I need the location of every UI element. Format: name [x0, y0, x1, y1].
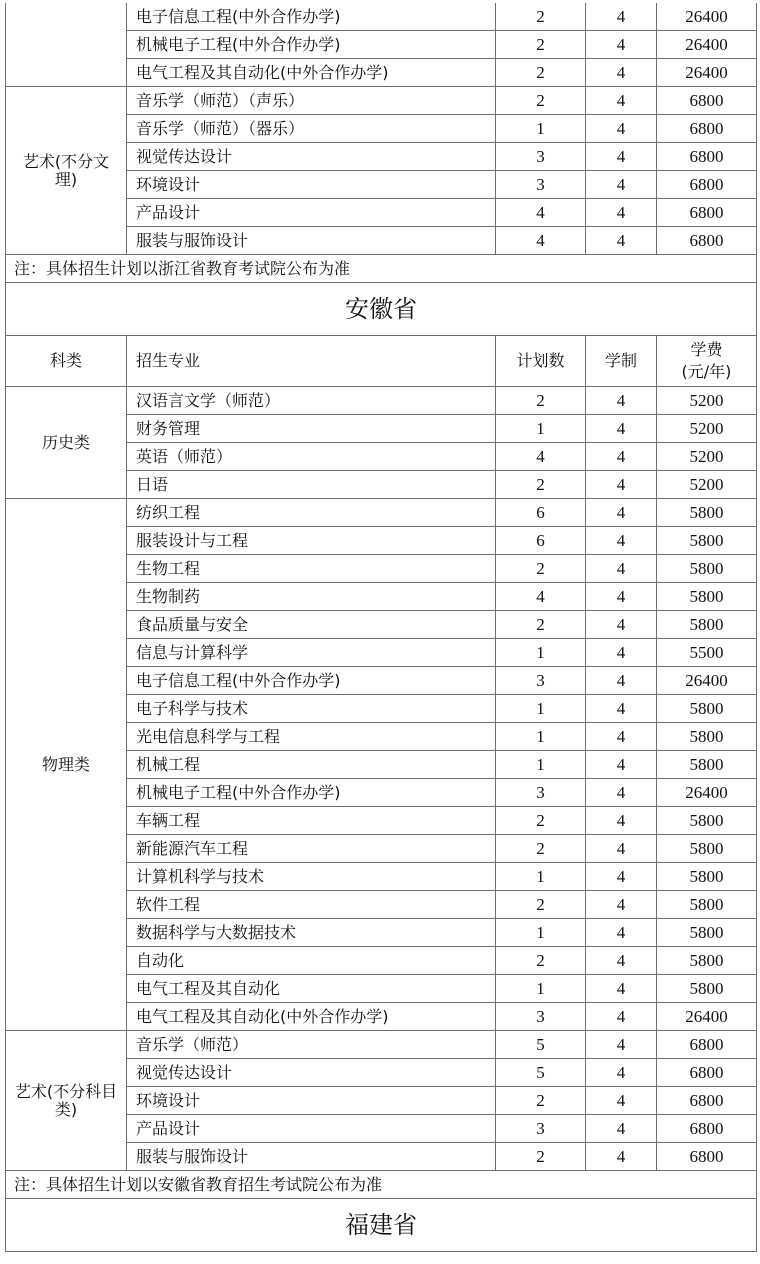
plan-count-cell: 2 [496, 807, 586, 835]
duration-cell: 4 [586, 1031, 657, 1059]
plan-count-cell: 2 [496, 835, 586, 863]
major-cell: 光电信息科学与工程 [127, 723, 496, 751]
major-cell: 财务管理 [127, 415, 496, 443]
tuition-cell: 26400 [657, 667, 757, 695]
plan-count-cell: 6 [496, 499, 586, 527]
header-category: 科类 [6, 336, 127, 387]
tuition-cell: 6800 [657, 199, 757, 227]
tuition-cell: 5800 [657, 863, 757, 891]
duration-cell: 4 [586, 751, 657, 779]
major-cell: 纺织工程 [127, 499, 496, 527]
duration-cell: 4 [586, 1143, 657, 1171]
major-cell: 生物制药 [127, 583, 496, 611]
duration-cell: 4 [586, 31, 657, 59]
tuition-cell: 5800 [657, 947, 757, 975]
table-row [6, 87, 757, 115]
tuition-cell: 5800 [657, 807, 757, 835]
major-cell: 信息与计算科学 [127, 639, 496, 667]
duration-cell: 4 [586, 695, 657, 723]
note-row [6, 1171, 757, 1199]
major-cell: 服装设计与工程 [127, 527, 496, 555]
tuition-cell: 5800 [657, 611, 757, 639]
table-body [6, 3, 757, 1252]
tuition-cell: 26400 [657, 31, 757, 59]
header-major: 招生专业 [127, 336, 496, 387]
plan-count-cell: 3 [496, 171, 586, 199]
table-row [6, 499, 757, 527]
duration-cell: 4 [586, 171, 657, 199]
plan-count-cell: 5 [496, 1059, 586, 1087]
duration-cell: 4 [586, 779, 657, 807]
major-cell: 环境设计 [127, 171, 496, 199]
category-cell: 物理类 [6, 499, 127, 1031]
tuition-cell: 6800 [657, 171, 757, 199]
duration-cell: 4 [586, 555, 657, 583]
tuition-cell: 6800 [657, 1087, 757, 1115]
major-cell: 自动化 [127, 947, 496, 975]
major-cell: 服装与服饰设计 [127, 227, 496, 255]
tuition-cell: 26400 [657, 59, 757, 87]
plan-count-cell: 4 [496, 583, 586, 611]
major-cell: 服装与服饰设计 [127, 1143, 496, 1171]
duration-cell: 4 [586, 835, 657, 863]
major-cell: 车辆工程 [127, 807, 496, 835]
major-cell: 视觉传达设计 [127, 143, 496, 171]
tuition-cell: 6800 [657, 143, 757, 171]
header-plan-count: 计划数 [496, 336, 586, 387]
tuition-cell: 5500 [657, 639, 757, 667]
tuition-cell: 5800 [657, 499, 757, 527]
major-cell: 音乐学（师范）（器乐） [127, 115, 496, 143]
plan-count-cell: 2 [496, 947, 586, 975]
tuition-cell: 5800 [657, 583, 757, 611]
header-duration: 学制 [586, 336, 657, 387]
anhui-note: 注：具体招生计划以安徽省教育招生考试院公布为准 [6, 1171, 757, 1199]
table-row [6, 387, 757, 415]
major-cell: 英语（师范） [127, 443, 496, 471]
major-cell: 机械电子工程(中外合作办学) [127, 779, 496, 807]
major-cell: 产品设计 [127, 199, 496, 227]
plan-count-cell: 3 [496, 1003, 586, 1031]
duration-cell: 4 [586, 667, 657, 695]
tuition-cell: 5200 [657, 387, 757, 415]
tuition-cell: 5800 [657, 527, 757, 555]
header-tuition-line2: (元/年) [681, 362, 732, 381]
plan-count-cell: 1 [496, 919, 586, 947]
duration-cell: 4 [586, 387, 657, 415]
major-cell: 电气工程及其自动化(中外合作办学) [127, 59, 496, 87]
major-cell: 汉语言文学（师范） [127, 387, 496, 415]
province-title-fujian: 福建省 [6, 1199, 757, 1252]
tuition-cell: 26400 [657, 779, 757, 807]
plan-count-cell: 4 [496, 443, 586, 471]
plan-count-cell: 1 [496, 751, 586, 779]
duration-cell: 4 [586, 1087, 657, 1115]
duration-cell: 4 [586, 639, 657, 667]
duration-cell: 4 [586, 919, 657, 947]
major-cell: 电气工程及其自动化 [127, 975, 496, 1003]
zhejiang-note: 注：具体招生计划以浙江省教育考试院公布为准 [6, 255, 757, 283]
note-row [6, 255, 757, 283]
duration-cell: 4 [586, 583, 657, 611]
duration-cell: 4 [586, 227, 657, 255]
plan-count-cell: 2 [496, 471, 586, 499]
duration-cell: 4 [586, 975, 657, 1003]
duration-cell: 4 [586, 499, 657, 527]
duration-cell: 4 [586, 443, 657, 471]
major-cell: 音乐学（师范） [127, 1031, 496, 1059]
category-cell [6, 3, 127, 87]
province-row [6, 283, 757, 336]
category-cell: 历史类 [6, 387, 127, 499]
plan-count-cell: 1 [496, 975, 586, 1003]
plan-count-cell: 2 [496, 387, 586, 415]
duration-cell: 4 [586, 199, 657, 227]
plan-count-cell: 3 [496, 667, 586, 695]
plan-count-cell: 4 [496, 199, 586, 227]
duration-cell: 4 [586, 415, 657, 443]
plan-count-cell: 6 [496, 527, 586, 555]
major-cell: 生物工程 [127, 555, 496, 583]
plan-count-cell: 2 [496, 31, 586, 59]
duration-cell: 4 [586, 143, 657, 171]
tuition-cell: 5200 [657, 443, 757, 471]
plan-count-cell: 2 [496, 3, 586, 31]
major-cell: 电子信息工程(中外合作办学) [127, 667, 496, 695]
plan-count-cell: 1 [496, 115, 586, 143]
tuition-cell: 5800 [657, 975, 757, 1003]
major-cell: 机械电子工程(中外合作办学) [127, 31, 496, 59]
plan-count-cell: 2 [496, 555, 586, 583]
tuition-cell: 6800 [657, 1115, 757, 1143]
duration-cell: 4 [586, 87, 657, 115]
tuition-cell: 5800 [657, 751, 757, 779]
duration-cell: 4 [586, 947, 657, 975]
duration-cell: 4 [586, 115, 657, 143]
plan-count-cell: 5 [496, 1031, 586, 1059]
category-cell: 艺术(不分科目类) [6, 1031, 127, 1171]
tuition-cell: 5800 [657, 891, 757, 919]
tuition-cell: 6800 [657, 115, 757, 143]
plan-count-cell: 2 [496, 611, 586, 639]
major-cell: 视觉传达设计 [127, 1059, 496, 1087]
duration-cell: 4 [586, 1115, 657, 1143]
plan-count-cell: 2 [496, 1087, 586, 1115]
tuition-cell: 26400 [657, 3, 757, 31]
header-tuition [657, 336, 757, 387]
plan-count-cell: 2 [496, 891, 586, 919]
tuition-cell: 5800 [657, 695, 757, 723]
plan-count-cell: 2 [496, 87, 586, 115]
tuition-cell: 6800 [657, 1143, 757, 1171]
tuition-cell: 5800 [657, 835, 757, 863]
duration-cell: 4 [586, 3, 657, 31]
major-cell: 电子科学与技术 [127, 695, 496, 723]
duration-cell: 4 [586, 611, 657, 639]
major-cell: 数据科学与大数据技术 [127, 919, 496, 947]
tuition-cell: 5200 [657, 471, 757, 499]
plan-count-cell: 3 [496, 1115, 586, 1143]
duration-cell: 4 [586, 891, 657, 919]
plan-count-cell: 1 [496, 415, 586, 443]
duration-cell: 4 [586, 723, 657, 751]
plan-count-cell: 1 [496, 723, 586, 751]
category-cell: 艺术(不分文理) [6, 87, 127, 255]
plan-count-cell: 1 [496, 639, 586, 667]
tuition-cell: 5200 [657, 415, 757, 443]
tuition-cell: 26400 [657, 1003, 757, 1031]
plan-count-cell: 1 [496, 863, 586, 891]
major-cell: 音乐学（师范）（声乐） [127, 87, 496, 115]
major-cell: 产品设计 [127, 1115, 496, 1143]
tuition-cell: 5800 [657, 555, 757, 583]
duration-cell: 4 [586, 527, 657, 555]
major-cell: 环境设计 [127, 1087, 496, 1115]
plan-count-cell: 4 [496, 227, 586, 255]
major-cell: 电气工程及其自动化(中外合作办学) [127, 1003, 496, 1031]
table-row [6, 3, 757, 31]
major-cell: 软件工程 [127, 891, 496, 919]
tuition-cell: 6800 [657, 1031, 757, 1059]
plan-count-cell: 3 [496, 779, 586, 807]
plan-count-cell: 1 [496, 695, 586, 723]
plan-count-cell: 3 [496, 143, 586, 171]
admission-plan-table [5, 3, 757, 1252]
major-cell: 新能源汽车工程 [127, 835, 496, 863]
major-cell: 食品质量与安全 [127, 611, 496, 639]
duration-cell: 4 [586, 807, 657, 835]
major-cell: 电子信息工程(中外合作办学) [127, 3, 496, 31]
duration-cell: 4 [586, 1059, 657, 1087]
tuition-cell: 6800 [657, 1059, 757, 1087]
major-cell: 计算机科学与技术 [127, 863, 496, 891]
table-row [6, 1031, 757, 1059]
duration-cell: 4 [586, 471, 657, 499]
duration-cell: 4 [586, 59, 657, 87]
duration-cell: 4 [586, 1003, 657, 1031]
duration-cell: 4 [586, 863, 657, 891]
province-row [6, 1199, 757, 1252]
tuition-cell: 5800 [657, 919, 757, 947]
tuition-cell: 6800 [657, 87, 757, 115]
tuition-cell: 5800 [657, 723, 757, 751]
plan-count-cell: 2 [496, 59, 586, 87]
header-row [6, 336, 757, 387]
major-cell: 日语 [127, 471, 496, 499]
tuition-cell: 6800 [657, 227, 757, 255]
province-title-anhui: 安徽省 [6, 283, 757, 336]
header-tuition-line1: 学费 [690, 340, 723, 359]
plan-count-cell: 2 [496, 1143, 586, 1171]
major-cell: 机械工程 [127, 751, 496, 779]
